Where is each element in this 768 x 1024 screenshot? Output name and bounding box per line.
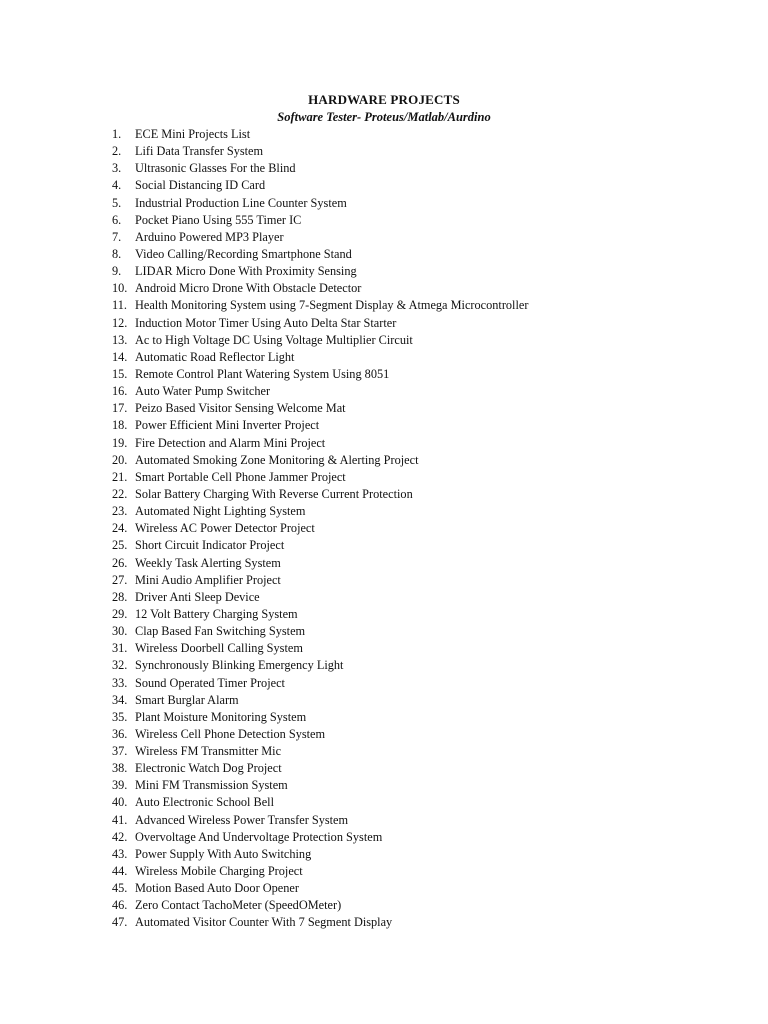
list-item-text: Advanced Wireless Power Transfer System [135,812,349,827]
list-item [0,332,768,349]
list-item-text: Power Efficient Mini Inverter Project [135,418,320,433]
list-item-text: Synchronously Blinking Emergency Light [135,658,344,673]
list-item-text: Peizo Based Visitor Sensing Welcome Mat [135,401,346,416]
list-item [0,400,768,417]
list-item [0,452,768,469]
list-item-text: Wireless Cell Phone Detection System [135,726,326,741]
list-item-number: 16. [112,384,128,399]
list-item [0,486,768,503]
document-subtitle: Software Tester- Proteus/Matlab/Aurdino [277,110,491,124]
list-item-text: Auto Water Pump Switcher [135,384,271,399]
list-item [0,383,768,400]
list-item-text: Mini Audio Amplifier Project [135,572,281,587]
list-item-number: 30. [112,624,128,639]
list-item [0,555,768,572]
list-item [0,863,768,880]
list-item-number: 10. [112,281,128,296]
list-item [0,537,768,554]
list-item-text: Automated Visitor Counter With 7 Segment Display [135,915,393,930]
list-item-number: 19. [112,435,128,450]
list-item-text: Solar Battery Charging With Reverse Current Protection [135,486,413,501]
list-item-text: Wireless FM Transmitter Mic [135,744,282,759]
list-item-text: Smart Burglar Alarm [135,692,239,707]
list-item [0,777,768,794]
list-item-number: 3. [112,161,122,176]
list-item [0,692,768,709]
list-item-number: 4. [112,178,122,193]
list-item-number: 44. [112,864,128,879]
list-item-text: Social Distancing ID Card [135,178,266,193]
list-item-number: 31. [112,641,128,656]
list-item-number: 13. [112,332,128,347]
list-item-number: 21. [112,469,128,484]
list-item-text: Weekly Task Alerting System [135,555,281,570]
list-item-number: 6. [112,212,122,227]
list-item-text: Automated Night Lighting System [135,504,306,519]
list-item-number: 24. [112,521,128,536]
list-item-number: 45. [112,881,128,896]
list-item-number: 2. [112,144,122,159]
list-item-text: Overvoltage And Undervoltage Protection System [135,829,383,844]
list-item-number: 47. [112,915,128,930]
list-item [0,794,768,811]
list-item [0,812,768,829]
list-item-number: 33. [112,675,128,690]
list-item-number: 27. [112,572,128,587]
list-item-text: Ultrasonic Glasses For the Blind [135,161,296,176]
list-item [0,623,768,640]
list-item [0,417,768,434]
list-item [0,263,768,280]
list-item [0,589,768,606]
list-item-text: ECE Mini Projects List [135,127,251,141]
list-item-text: Video Calling/Recording Smartphone Stand [135,246,352,261]
list-item-text: Mini FM Transmission System [135,778,288,793]
list-item-text: Industrial Production Line Counter System [135,195,347,210]
list-item [0,709,768,726]
list-item-number: 25. [112,538,128,553]
list-item-number: 14. [112,349,128,364]
list-item-text: Auto Electronic School Bell [135,795,274,810]
list-item-text: Plant Moisture Monitoring System [135,709,307,724]
list-item-text: Clap Based Fan Switching System [135,624,306,639]
list-item [0,297,768,314]
project-list [0,126,768,932]
list-item [0,657,768,674]
list-item-text: Motion Based Auto Door Opener [135,881,299,896]
list-item-number: 43. [112,846,128,861]
list-item-number: 41. [112,812,128,827]
list-item [0,640,768,657]
list-item-text: Health Monitoring System using 7-Segment Display & Atmega Microcontroller [135,298,529,313]
list-item-number: 32. [112,658,128,673]
list-item [0,503,768,520]
list-item-text: Remote Control Plant Watering System Using 8051 [135,366,390,381]
list-item [0,195,768,212]
list-item-number: 34. [112,692,128,707]
list-item [0,520,768,537]
list-item-text: Driver Anti Sleep Device [135,589,260,604]
list-item [0,606,768,623]
list-item-number: 38. [112,761,128,776]
list-item [0,743,768,760]
list-item-text: Wireless AC Power Detector Project [135,521,315,536]
list-item-text: LIDAR Micro Done With Proximity Sensing [135,264,357,279]
list-item-number: 40. [112,795,128,810]
list-item-text: Wireless Mobile Charging Project [135,864,303,879]
list-item-number: 23. [112,504,128,519]
list-item [0,280,768,297]
list-item-number: 17. [112,401,128,416]
list-item [0,760,768,777]
list-item [0,572,768,589]
list-item [0,246,768,263]
list-item [0,229,768,246]
document-title: HARDWARE PROJECTS [308,92,460,107]
list-item [0,126,768,143]
list-item-text: Fire Detection and Alarm Mini Project [135,435,326,450]
list-item [0,435,768,452]
list-item-text: Zero Contact TachoMeter (SpeedOMeter) [135,898,342,913]
list-item-number: 39. [112,778,128,793]
list-item-number: 9. [112,264,122,279]
list-item-number: 46. [112,898,128,913]
list-item-text: Sound Operated Timer Project [135,675,285,690]
list-item-text: Short Circuit Indicator Project [135,538,285,553]
list-item [0,897,768,914]
list-item-number: 35. [112,709,128,724]
list-item-text: Induction Motor Timer Using Auto Delta Star Starter [135,315,397,330]
list-item-number: 7. [112,229,122,244]
list-item-number: 26. [112,555,128,570]
list-item [0,366,768,383]
list-item-number: 11. [112,298,127,313]
list-item-text: Wireless Doorbell Calling System [135,641,303,656]
list-item-text: Ac to High Voltage DC Using Voltage Multiplier Circuit [135,332,413,347]
list-item-text: Power Supply With Auto Switching [135,846,312,861]
list-item-number: 5. [112,195,122,210]
list-item [0,469,768,486]
list-item [0,914,768,931]
list-item-number: 22. [112,486,128,501]
list-item [0,675,768,692]
list-item-text: Smart Portable Cell Phone Jammer Project [135,469,346,484]
list-item-text: Automated Smoking Zone Monitoring & Alerting Project [135,452,419,467]
list-item-number: 37. [112,744,128,759]
list-item [0,349,768,366]
list-item [0,160,768,177]
list-item-number: 29. [112,606,128,621]
list-item [0,880,768,897]
list-item [0,726,768,743]
list-item-number: 12. [112,315,128,330]
list-item-text: Lifi Data Transfer System [135,144,264,159]
list-item [0,315,768,332]
list-item [0,177,768,194]
list-item [0,829,768,846]
list-item-number: 42. [112,829,128,844]
list-item-text: Pocket Piano Using 555 Timer IC [135,212,302,227]
list-item [0,846,768,863]
list-item-number: 8. [112,246,122,261]
list-item-text: Android Micro Drone With Obstacle Detector [135,281,362,296]
list-item-number: 15. [112,366,128,381]
list-item-text: Automatic Road Reflector Light [135,349,295,364]
list-item [0,212,768,229]
list-item-text: Arduino Powered MP3 Player [135,229,284,244]
list-item-number: 1. [112,127,122,141]
list-item-number: 20. [112,452,128,467]
list-item-number: 28. [112,589,128,604]
list-item-text: 12 Volt Battery Charging System [135,606,298,621]
list-item-text: Electronic Watch Dog Project [135,761,282,776]
list-item-number: 18. [112,418,128,433]
list-item-number: 36. [112,726,128,741]
list-item [0,143,768,160]
